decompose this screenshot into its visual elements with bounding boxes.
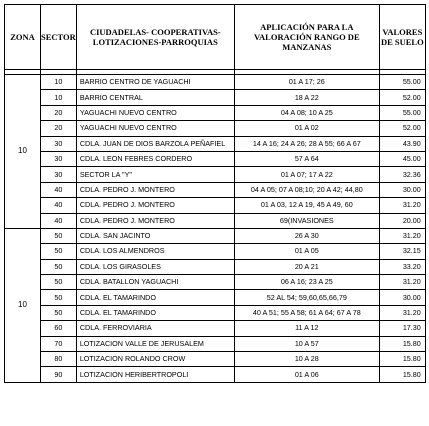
- range-cell: 01 A 07; 17 A 22: [234, 167, 379, 182]
- name-cell: CDLA. LOS ALMENDROS: [76, 244, 234, 259]
- header-zona: ZONA: [5, 5, 41, 70]
- table-row: [5, 305, 426, 320]
- sector-cell: 80: [41, 352, 77, 367]
- value-cell: 15.80: [379, 336, 425, 351]
- sector-cell: 50: [41, 259, 77, 274]
- range-cell: 40 A 51; 55 A 58; 61 A 64; 67 A 78: [234, 305, 379, 320]
- name-cell: CDLA. PEDRO J. MONTERO: [76, 213, 234, 228]
- name-cell: YAGUACHI NUEVO CENTRO: [76, 121, 234, 136]
- table-row: [5, 336, 426, 351]
- header-valores: VALORES DE SUELO: [379, 5, 425, 70]
- value-cell: 45.00: [379, 151, 425, 166]
- value-cell: 31.20: [379, 275, 425, 290]
- range-cell: 57 A 64: [234, 151, 379, 166]
- range-cell: 01 A 06: [234, 367, 379, 382]
- sector-cell: 40: [41, 182, 77, 197]
- table-row: [5, 151, 426, 166]
- name-cell: CDLA. PEDRO J. MONTERO: [76, 198, 234, 213]
- range-cell: 01 A 02: [234, 121, 379, 136]
- sector-cell: 50: [41, 228, 77, 243]
- sector-cell: 70: [41, 336, 77, 351]
- sector-cell: 30: [41, 136, 77, 151]
- value-cell: 31.20: [379, 198, 425, 213]
- sector-cell: 50: [41, 244, 77, 259]
- range-cell: 26 A 30: [234, 228, 379, 243]
- range-cell: 04 A 05; 07 A 08;10; 20 A 42; 44,80: [234, 182, 379, 197]
- sector-cell: 60: [41, 321, 77, 336]
- header-ciudadelas: CIUDADELAS- COOPERATIVAS- LOTIZACIONES-PARROQUIAS: [76, 5, 234, 70]
- name-cell: CDLA. LEON FEBRES CORDERO: [76, 151, 234, 166]
- range-cell: 69(INVASIONES: [234, 213, 379, 228]
- table-row: [5, 75, 426, 90]
- land-valuation-table: [4, 4, 426, 383]
- sector-cell: 30: [41, 151, 77, 166]
- table-row: [5, 213, 426, 228]
- zona-cell: 10: [5, 228, 41, 382]
- range-cell: 18 A 22: [234, 90, 379, 105]
- value-cell: 52.00: [379, 121, 425, 136]
- header-sector: SECTOR: [41, 5, 77, 70]
- value-cell: 17.30: [379, 321, 425, 336]
- value-cell: 31.20: [379, 305, 425, 320]
- name-cell: BARRIO CENTRO DE YAGUACHI: [76, 75, 234, 90]
- range-cell: 01 A 17; 26: [234, 75, 379, 90]
- table-row: [5, 167, 426, 182]
- sector-cell: 50: [41, 305, 77, 320]
- sector-cell: 50: [41, 275, 77, 290]
- value-cell: 30.00: [379, 290, 425, 305]
- value-cell: 52.00: [379, 90, 425, 105]
- value-cell: 32.36: [379, 167, 425, 182]
- sector-cell: 20: [41, 121, 77, 136]
- table-row: [5, 321, 426, 336]
- name-cell: CDLA. LOS GIRASOLES: [76, 259, 234, 274]
- range-cell: 01 A 05: [234, 244, 379, 259]
- sector-cell: 40: [41, 213, 77, 228]
- table-row: [5, 367, 426, 382]
- sector-cell: 90: [41, 367, 77, 382]
- name-cell: CDLA. EL TAMARINDO: [76, 290, 234, 305]
- table-row: [5, 275, 426, 290]
- value-cell: 20.00: [379, 213, 425, 228]
- value-cell: 43.90: [379, 136, 425, 151]
- value-cell: 30.00: [379, 182, 425, 197]
- range-cell: 52 AL 54; 59,60,65,66,79: [234, 290, 379, 305]
- sector-cell: 10: [41, 75, 77, 90]
- value-cell: 33.20: [379, 259, 425, 274]
- range-cell: 10 A 28: [234, 352, 379, 367]
- table-row: [5, 198, 426, 213]
- zona-cell: 10: [5, 75, 41, 229]
- range-cell: 04 A 08; 10 A 25: [234, 105, 379, 120]
- range-cell: 20 A 21: [234, 259, 379, 274]
- value-cell: 15.80: [379, 352, 425, 367]
- name-cell: CDLA. FERROVIARIA: [76, 321, 234, 336]
- value-cell: 55.00: [379, 75, 425, 90]
- range-cell: 10 A 57: [234, 336, 379, 351]
- value-cell: 55.00: [379, 105, 425, 120]
- value-cell: 15.80: [379, 367, 425, 382]
- table-row: [5, 228, 426, 243]
- header-row: [5, 5, 426, 70]
- sector-cell: 20: [41, 105, 77, 120]
- range-cell: 06 A 16; 23 A 25: [234, 275, 379, 290]
- sector-cell: 30: [41, 167, 77, 182]
- table-row: [5, 90, 426, 105]
- name-cell: CDLA. EL TAMARINDO: [76, 305, 234, 320]
- name-cell: CDLA. PEDRO J. MONTERO: [76, 182, 234, 197]
- table-row: [5, 244, 426, 259]
- table-row: [5, 105, 426, 120]
- range-cell: 01 A 03, 12 A 19, 45 A 49, 60: [234, 198, 379, 213]
- valuation-table-container: [4, 4, 426, 383]
- table-row: [5, 121, 426, 136]
- name-cell: SECTOR LA "Y": [76, 167, 234, 182]
- name-cell: LOTIZACION ROLANDO CROW: [76, 352, 234, 367]
- name-cell: CDLA. BATALLON YAGUACHI: [76, 275, 234, 290]
- name-cell: CDLA. JUAN DE DIOS BARZOLA PEÑAFIEL: [76, 136, 234, 151]
- table-row: [5, 259, 426, 274]
- table-row: [5, 136, 426, 151]
- range-cell: 14 A 16; 24 A 26; 28 A 55; 66 A 67: [234, 136, 379, 151]
- value-cell: 32.15: [379, 244, 425, 259]
- sector-cell: 10: [41, 90, 77, 105]
- header-aplicacion: APLICACIÓN PARA LA VALORACIÓN RANGO DE MANZANAS: [234, 5, 379, 70]
- name-cell: LOTIZACION VALLE DE JERUSALEM: [76, 336, 234, 351]
- table-row: [5, 290, 426, 305]
- name-cell: YAGUACHI NUEVO CENTRO: [76, 105, 234, 120]
- name-cell: BARRIO CENTRAL: [76, 90, 234, 105]
- name-cell: LOTIZACION HERIBERTROPOLI: [76, 367, 234, 382]
- value-cell: 31.20: [379, 228, 425, 243]
- table-row: [5, 352, 426, 367]
- sector-cell: 50: [41, 290, 77, 305]
- sector-cell: 40: [41, 198, 77, 213]
- table-row: [5, 182, 426, 197]
- name-cell: CDLA. SAN JACINTO: [76, 228, 234, 243]
- range-cell: 11 A 12: [234, 321, 379, 336]
